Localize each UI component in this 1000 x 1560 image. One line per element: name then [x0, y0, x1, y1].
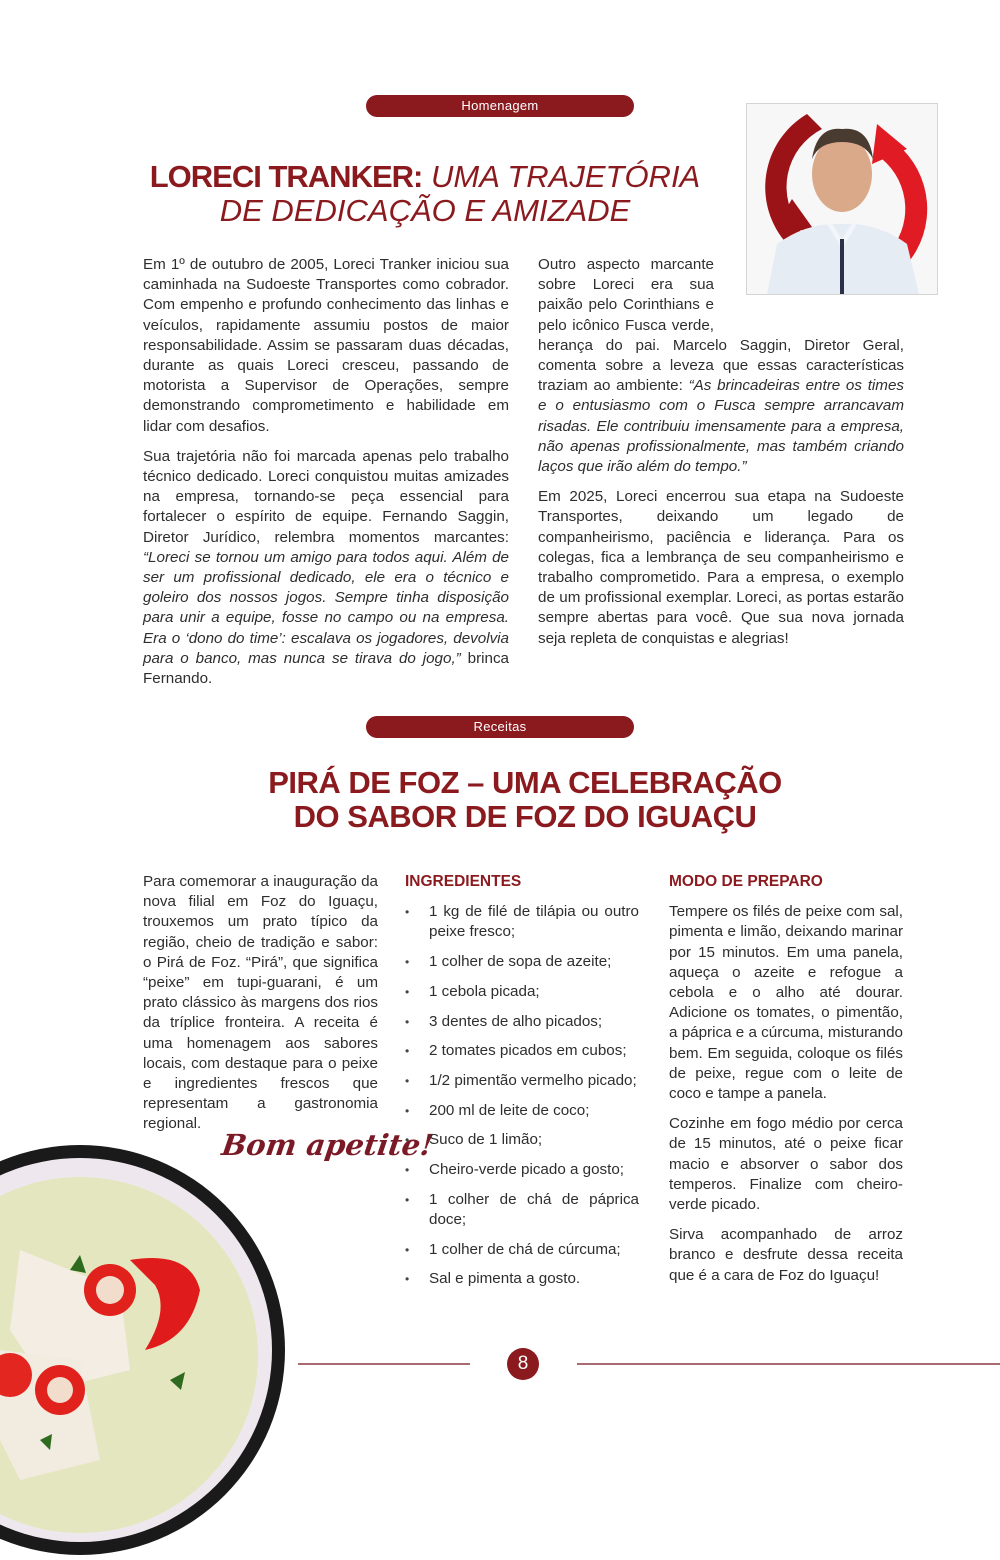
ingredient-item: • Sal e pimenta a gosto. — [405, 1269, 639, 1289]
article1-paragraph-2 — [143, 447, 509, 689]
ingredients-column — [405, 872, 639, 1299]
recipe-intro-column — [143, 872, 378, 1145]
fernando-quote: “Loreci se tornou um amigo para todos aqui. Além de ser um profissional dedicado, ele era o técnico e goleiro dos nossos jogos. Sempre tinha disposição para unir a equipe, fosse no campo ou na empresa. Era o ‘dono do time’: escalava os jogadores, devolvia para o banco, mas nunca se tirava do jogo,” — [143, 548, 509, 667]
method-step: Sirva acompanhado de arroz branco e desfrute dessa receita que é a cara de Foz do Iguaçu! — [669, 1226, 903, 1284]
pira-dish-photo — [0, 1140, 290, 1560]
footer-divider-right — [577, 1363, 1000, 1365]
ingredient-item: • 1 kg de filé de tilápia ou outro peixe fresco; — [405, 902, 639, 942]
ingredient-item: • 1 colher de chá de páprica doce; — [405, 1190, 639, 1230]
ingredient-item: • 1 colher de chá de cúrcuma; — [405, 1240, 639, 1260]
title-line1: PIRÁ DE FOZ – UMA CELEBRAÇÃO — [268, 765, 782, 800]
method-column — [669, 872, 903, 1296]
ingredient-item: • 2 tomates picados em cubos; — [405, 1041, 639, 1061]
footer-divider-left — [298, 1363, 470, 1365]
paragraph-text: Outro aspecto marcante sobre Loreci era sua paixão pelo Corinthians e pelo icônico Fusca verde, herança do pai. Marcelo Saggin, Diretor Geral, comenta sobre a leveza que essas características traziam ao ambiente: — [538, 256, 904, 395]
title-light-line2: DE DEDICAÇÃO E AMIZADE — [219, 193, 631, 228]
title-light-line1: UMA TRAJETÓRIA — [430, 159, 701, 194]
ingredient-item: • Cheiro-verde picado a gosto; — [405, 1160, 639, 1180]
recipe-intro: Para comemorar a inauguração da nova filial em Foz do Iguaçu, trouxemos um prato típico da região, cheio de tradição e sabor: o Pirá de Foz. “Pirá”, que significa “peixe” em tupi-guarani, é um prato clássico às margens dos rios da tríplice fronteira. A receita é uma homenagem aos sabores locais, com destaque para o peixe e ingredientes frescos que representam a gastronomia regional. — [143, 873, 378, 1133]
paragraph-text: Sua trajetória não foi marcada apenas pelo trabalho técnico dedicado. Loreci conquistou muitas amizades na empresa, tornando-se peça essencial para fortalecer o espírito de equipe. Fernando Saggin, Diretor Jurídico, relembra momentos marcantes: — [143, 447, 509, 546]
ingredients-heading: INGREDIENTES — [405, 873, 522, 890]
title-bold: LORECI TRANKER: — [149, 159, 423, 194]
ingredient-item: • 1 cebola picada; — [405, 982, 639, 1002]
article1-right-column — [538, 255, 904, 659]
article1-paragraph-4: Em 2025, Loreci encerrou sua etapa na Sudoeste Transportes, deixando um legado de companheirismo, paciência e liderança. Para os colegas, fica a lembrança de seu companheirismo e trabalho comprometido. Para a empresa, o exemplo de um profissional exemplar. Loreci, as portas estarão sempre abertas para você. Que sua nova jornada seja repleta de conquistas e alegrias! — [538, 488, 904, 647]
ingredient-item: • 3 dentes de alho picados; — [405, 1012, 639, 1032]
title-line2: DO SABOR DE FOZ DO IGUAÇU — [293, 799, 757, 834]
bom-apetite-tagline: Bom apetite! — [219, 1128, 436, 1162]
ingredients-list — [405, 902, 639, 1289]
section-label-homenagem: Homenagem — [366, 95, 634, 117]
article-title-loreci — [120, 160, 730, 228]
marcelo-quote: “As brincadeiras entre os times e o entusiasmo com o Fusca sempre arrancavam risadas. Ele contribuiu imensamente para a empresa, não apenas profissionalmente, mas também criando laços que irão além do tempo.” — [538, 377, 904, 476]
page-number: 8 — [507, 1348, 539, 1380]
photo-wrap-space — [714, 255, 904, 317]
ingredient-item: • Suco de 1 limão; — [405, 1130, 639, 1150]
method-step: Tempere os filés de peixe com sal, pimenta e limão, deixando marinar por 15 minutos. Em uma panela, aqueça o azeite e refogue a cebola e o alho até dourar. Adicione os tomates, o pimentão, a páprica e a cúrcuma, misturando bem. Em seguida, coloque os filés de peixe, regue com o leite de coco e tampe a panela. — [669, 903, 903, 1103]
section-label-receitas: Receitas — [366, 716, 634, 738]
ingredient-item: • 200 ml de leite de coco; — [405, 1101, 639, 1121]
paragraph-text: brinca Fernando. — [143, 649, 509, 688]
ingredient-item: • 1/2 pimentão vermelho picado; — [405, 1071, 639, 1091]
article1-left-column — [143, 255, 509, 699]
method-step: Cozinhe em fogo médio por cerca de 15 minutos, até o peixe ficar macio e absorver o sabor dos temperos. Finalize com cheiro-verde picado. — [669, 1115, 903, 1214]
article1-paragraph-1: Em 1º de outubro de 2005, Loreci Tranker iniciou sua caminhada na Sudoeste Transportes como cobrador. Com empenho e profundo conhecimento das linhas e veículos, rapidamente assumiu postos de maior responsabilidade. Assim se passaram duas décadas, durante as quais Loreci cresceu, passando de motorista a Supervisor de Operações, sempre demonstrando comprometimento e habilidade em lidar com desafios. — [143, 256, 509, 435]
method-heading: MODO DE PREPARO — [669, 873, 823, 890]
ingredient-item: • 1 colher de sopa de azeite; — [405, 952, 639, 972]
article-title-pira — [200, 766, 850, 834]
